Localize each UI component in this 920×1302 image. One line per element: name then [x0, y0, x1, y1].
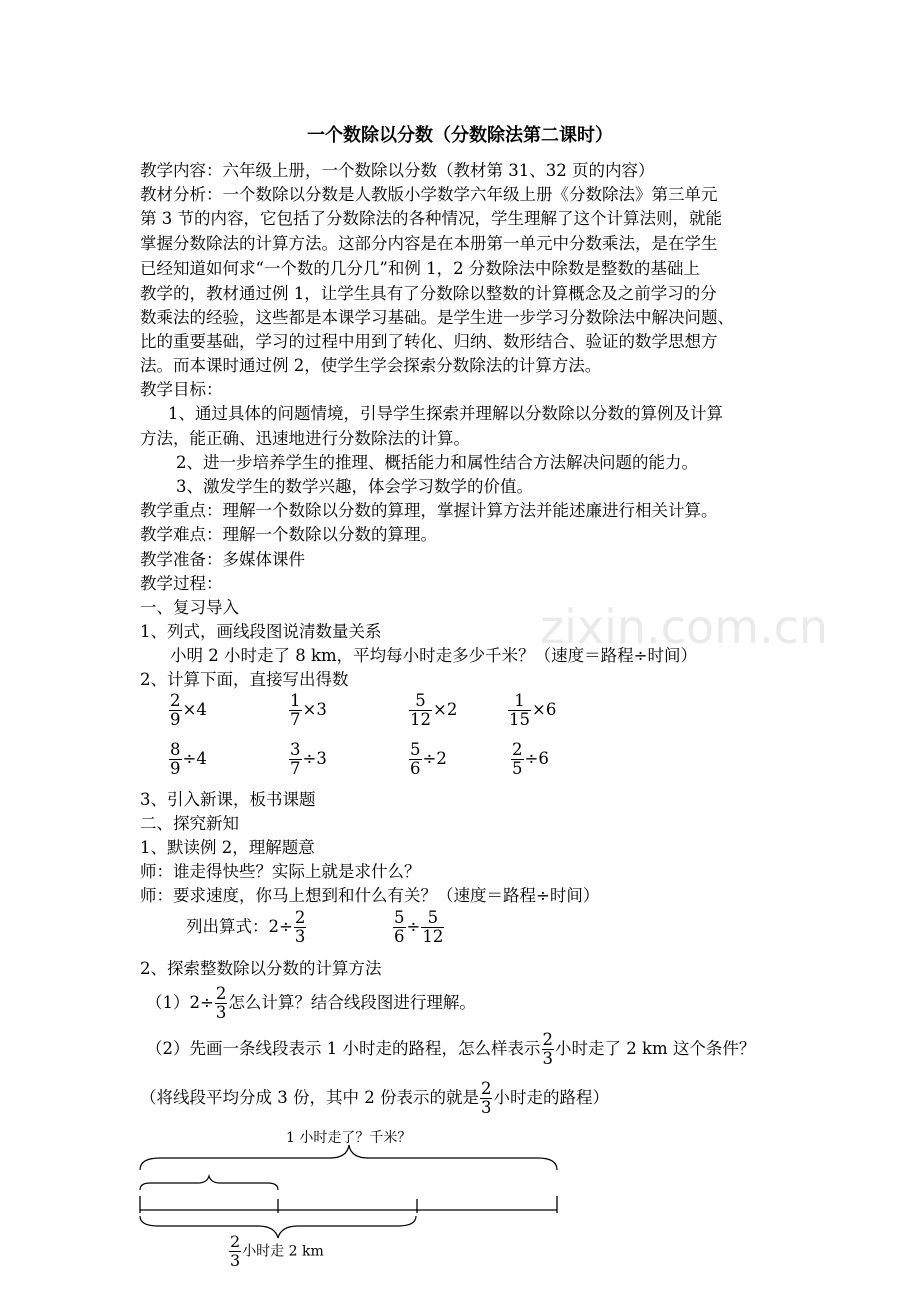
sub-question: （将线段平均分成 3 份，其中 2 份表示的就是 $\frac{2}{3}$ 小时走的路程） — [140, 1079, 609, 1117]
exercise: $\frac{1}{7}$ ×3 — [290, 691, 327, 729]
goals-heading: 教学目标： — [140, 380, 223, 399]
page-title: 一个数除以分数（分数除法第二课时） — [307, 125, 613, 146]
section-heading: 一、复习导入 — [140, 598, 239, 617]
question: 小明 2 小时走了 8 km，平均每小时走多少千米？（速度＝路程÷时间） — [170, 646, 697, 665]
goal-item: 方法，能正确、迅速地进行分数除法的计算。 — [140, 429, 470, 448]
analysis-line: 数乘法的经验，这些都是本课学习基础。是学生进一步学习分数除法中解决问题、 — [140, 308, 734, 327]
analysis-line: 第 3 节的内容，它包括了分数除法的各种情况，学生理解了这个计算法则，就能 — [140, 209, 722, 228]
goal-item: 3、激发学生的数学兴趣，体会学习数学的价值。 — [176, 477, 533, 496]
exercise: $\frac{5}{12}$ ×2 — [410, 691, 458, 729]
exercise: $\frac{8}{9}$ ÷4 — [170, 740, 207, 778]
exercise: $\frac{5}{6}$ ÷2 — [410, 740, 447, 778]
total-brace — [140, 1145, 557, 1170]
exercise: $\frac{2}{9}$ ×4 — [170, 691, 207, 729]
expression-line: 列出算式：2÷ $\frac{2}{3}$ — [186, 908, 306, 946]
diagram-top-label: 1 小时走了？千米？ — [286, 1130, 412, 1146]
goal-item: 1、通过具体的问题情境，引导学生探索并理解以分数除以分数的算例及计算 — [168, 404, 723, 423]
step: 1、默读例 2，理解题意 — [140, 838, 315, 857]
section-heading: 二、探究新知 — [140, 814, 239, 833]
step: 1、列式，画线段图说清数量关系 — [140, 622, 382, 641]
expression: $\frac{5}{6}$ ÷ $\frac{5}{12}$ — [394, 908, 444, 946]
key-point: 教学重点：理解一个数除以分数的算理，掌握计算方法并能述廉进行相关计算。 — [140, 501, 718, 520]
process-heading: 教学过程： — [140, 574, 223, 593]
watermark: zixin.com.cn — [540, 600, 829, 654]
exercise: $\frac{1}{15}$ ×6 — [509, 691, 557, 729]
step: 2、探索整数除以分数的计算方法 — [140, 959, 382, 978]
analysis-line: 掌握分数除法的计算方法。这部分内容是在本册第一单元中分数乘法，是在学生 — [140, 234, 718, 253]
content-line: 教学内容：六年级上册，一个数除以分数（教材第 31、32 页的内容） — [140, 161, 655, 180]
analysis-line: 教学的，教材通过例 1，让学生具有了分数除以整数的计算概念及之前学习的分 — [140, 284, 717, 303]
analysis-line: 教材分析：一个数除以分数是人教版小学数学六年级上册《分数除法》第三单元 — [140, 185, 718, 204]
sub-question: （1）2÷ $\frac{2}{3}$ 怎么计算？结合线段图进行理解。 — [146, 984, 476, 1022]
sub-question: （2）先画一条线段表示 1 小时走的路程，怎么样表示 $\frac{2}{3}$ 小时走了 2 km 这个条件？ — [146, 1030, 756, 1068]
exercise: $\frac{3}{7}$ ÷3 — [290, 740, 327, 778]
preparation: 教学准备：多媒体课件 — [140, 550, 305, 569]
goal-item: 2、进一步培养学生的推理、概括能力和属性结合方法解决问题的能力。 — [176, 453, 698, 472]
exercise: $\frac{2}{5}$ ÷6 — [512, 740, 549, 778]
analysis-line: 法。而本课时通过例 2，使学生学会探索分数除法的计算方法。 — [140, 356, 602, 375]
teacher-question: 师：要求速度，你马上想到和什么有关？（速度＝路程÷时间） — [140, 886, 600, 905]
difficulty: 教学难点：理解一个数除以分数的算理。 — [140, 525, 437, 544]
analysis-line: 比的重要基础，学习的过程中用到了转化、归纳、数形结合、验证的数学思想方 — [140, 332, 718, 351]
teacher-question: 师：谁走得快些？实际上就是求什么？ — [140, 862, 421, 881]
diagram-bottom-label: $\frac{2}{3}$ 小时走 2 km — [230, 1232, 324, 1270]
part-brace — [140, 1176, 278, 1190]
analysis-line: 已经知道如何求“一个数的几分几”和例 1，2 分数除法中除数是整数的基础上 — [140, 259, 700, 278]
step: 2、计算下面，直接写出得数 — [140, 670, 349, 689]
step: 3、引入新课，板书课题 — [140, 790, 316, 809]
